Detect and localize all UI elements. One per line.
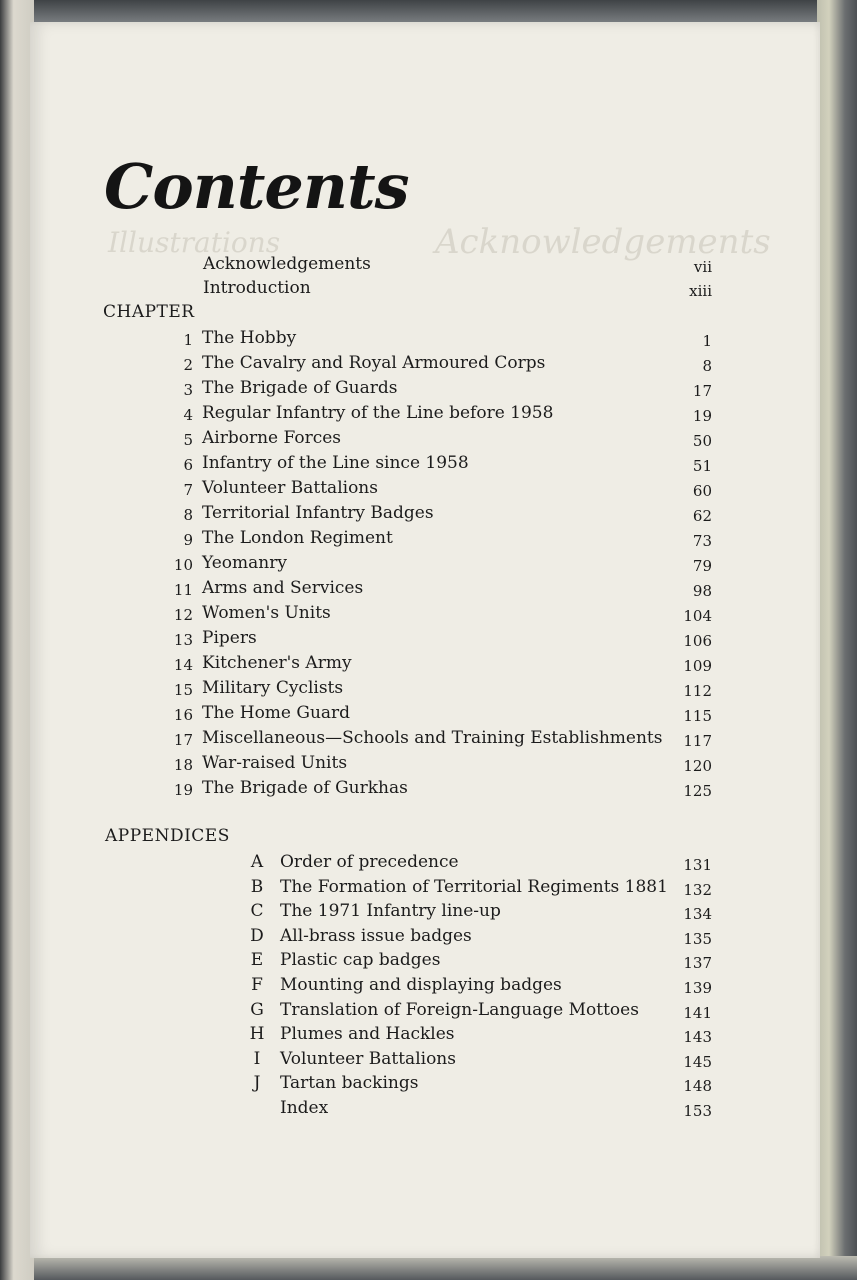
show-through-text: Illustrations [108,226,281,259]
chapter-page: 17 [692,382,712,400]
appendix-letter: A [250,852,264,872]
chapter-page: 104 [683,607,712,625]
appendix-page: 135 [683,930,712,948]
chapter-number: 15 [173,681,193,699]
chapter-title: War-raised Units [202,753,348,773]
chapter-page: 117 [683,732,712,750]
appendix-page: 131 [683,856,712,874]
chapter-page: 50 [692,432,712,450]
appendix-page: 153 [683,1102,712,1120]
chapter-number: 11 [173,581,193,599]
chapter-number: 17 [173,731,193,749]
appendix-letter: G [250,1000,264,1020]
chapter-page: 120 [683,757,712,775]
chapter-number: 3 [183,381,193,399]
chapter-page: 73 [692,532,712,550]
chapter-heading: CHAPTER [103,302,195,322]
chapter-number: 7 [183,481,193,499]
appendix-page: 148 [683,1077,712,1095]
appendix-letter: B [250,877,264,897]
appendix-title: The 1971 Infantry line-up [280,901,501,921]
chapter-number: 16 [173,706,193,724]
chapter-title: Pipers [202,628,257,648]
appendix-title: All-brass issue badges [280,926,472,946]
appendix-title: The Formation of Territorial Regiments 1881 [280,877,668,897]
chapter-page: 106 [683,632,712,650]
appendix-title: Volunteer Battalions [280,1049,456,1069]
chapter-title: The Brigade of Gurkhas [202,778,408,798]
chapter-title: Territorial Infantry Badges [202,503,434,523]
chapter-number: 5 [183,431,193,449]
chapter-title: Yeomanry [202,553,287,573]
appendix-letter: J [253,1073,261,1093]
chapter-number: 10 [173,556,193,574]
appendix-page: 132 [683,881,712,899]
page-title: Contents [104,150,409,223]
chapter-title: Infantry of the Line since 1958 [202,453,469,473]
chapter-title: Miscellaneous—Schools and Training Establishments [202,728,663,748]
toc-entry-label: Acknowledgements [203,254,371,274]
chapter-number: 14 [173,656,193,674]
chapter-page: 8 [702,357,712,375]
chapter-title: The Home Guard [202,703,351,723]
appendix-page: 139 [683,979,712,997]
appendix-title: Order of precedence [280,852,459,872]
chapter-title: Kitchener's Army [202,653,352,673]
appendix-page: 141 [683,1004,712,1022]
appendix-title: Plastic cap badges [280,950,441,970]
chapter-title: Arms and Services [202,578,364,598]
chapter-page: 19 [692,407,712,425]
chapter-title: Regular Infantry of the Line before 1958 [202,403,554,423]
chapter-page: 79 [692,557,712,575]
toc-entry-page: xiii [689,282,712,300]
chapter-page: 51 [692,457,712,475]
appendix-page: 134 [683,905,712,923]
chapter-number: 12 [173,606,193,624]
chapter-title: The Hobby [202,328,297,348]
appendix-letter: F [251,975,263,995]
chapter-title: The Brigade of Guards [202,378,398,398]
appendix-page: 137 [683,954,712,972]
chapter-page: 112 [683,682,712,700]
chapter-page: 109 [683,657,712,675]
chapter-page: 125 [683,782,712,800]
background-top [0,0,857,24]
chapter-number: 19 [173,781,193,799]
chapter-title: Volunteer Battalions [202,478,378,498]
background-bottom [0,1256,857,1280]
appendix-title: Mounting and displaying badges [280,975,562,995]
appendix-letter: E [250,950,264,970]
appendix-page: 143 [683,1028,712,1046]
chapter-page: 62 [692,507,712,525]
appendix-page: 145 [683,1053,712,1071]
chapter-title: The Cavalry and Royal Armoured Corps [202,353,546,373]
appendix-letter: C [250,901,264,921]
chapter-page: 1 [702,332,712,350]
appendix-letter: I [253,1049,261,1069]
toc-entry-page: vii [693,258,712,276]
toc-entry-label: Introduction [203,278,311,298]
appendices-heading: APPENDICES [105,826,230,846]
chapter-number: 4 [183,406,193,424]
chapter-number: 8 [183,506,193,524]
chapter-title: Military Cyclists [202,678,344,698]
chapter-title: Women's Units [202,603,331,623]
appendix-letter: H [249,1024,265,1044]
chapter-title: Airborne Forces [202,428,342,448]
chapter-title: The London Regiment [202,528,393,548]
chapter-page: 115 [683,707,712,725]
appendix-title: Index [280,1098,329,1118]
chapter-page: 98 [692,582,712,600]
book-cover-edge [817,0,857,1280]
book-spine-edge [0,0,34,1280]
chapter-number: 9 [183,531,193,549]
appendix-title: Plumes and Hackles [280,1024,455,1044]
chapter-number: 18 [173,756,193,774]
appendix-title: Tartan backings [280,1073,419,1093]
chapter-number: 13 [173,631,193,649]
show-through-text: Acknowledgements [435,222,771,262]
chapter-number: 1 [183,331,193,349]
chapter-number: 2 [183,356,193,374]
appendix-letter: D [250,926,264,946]
chapter-page: 60 [692,482,712,500]
appendix-title: Translation of Foreign-Language Mottoes [280,1000,639,1020]
chapter-number: 6 [183,456,193,474]
